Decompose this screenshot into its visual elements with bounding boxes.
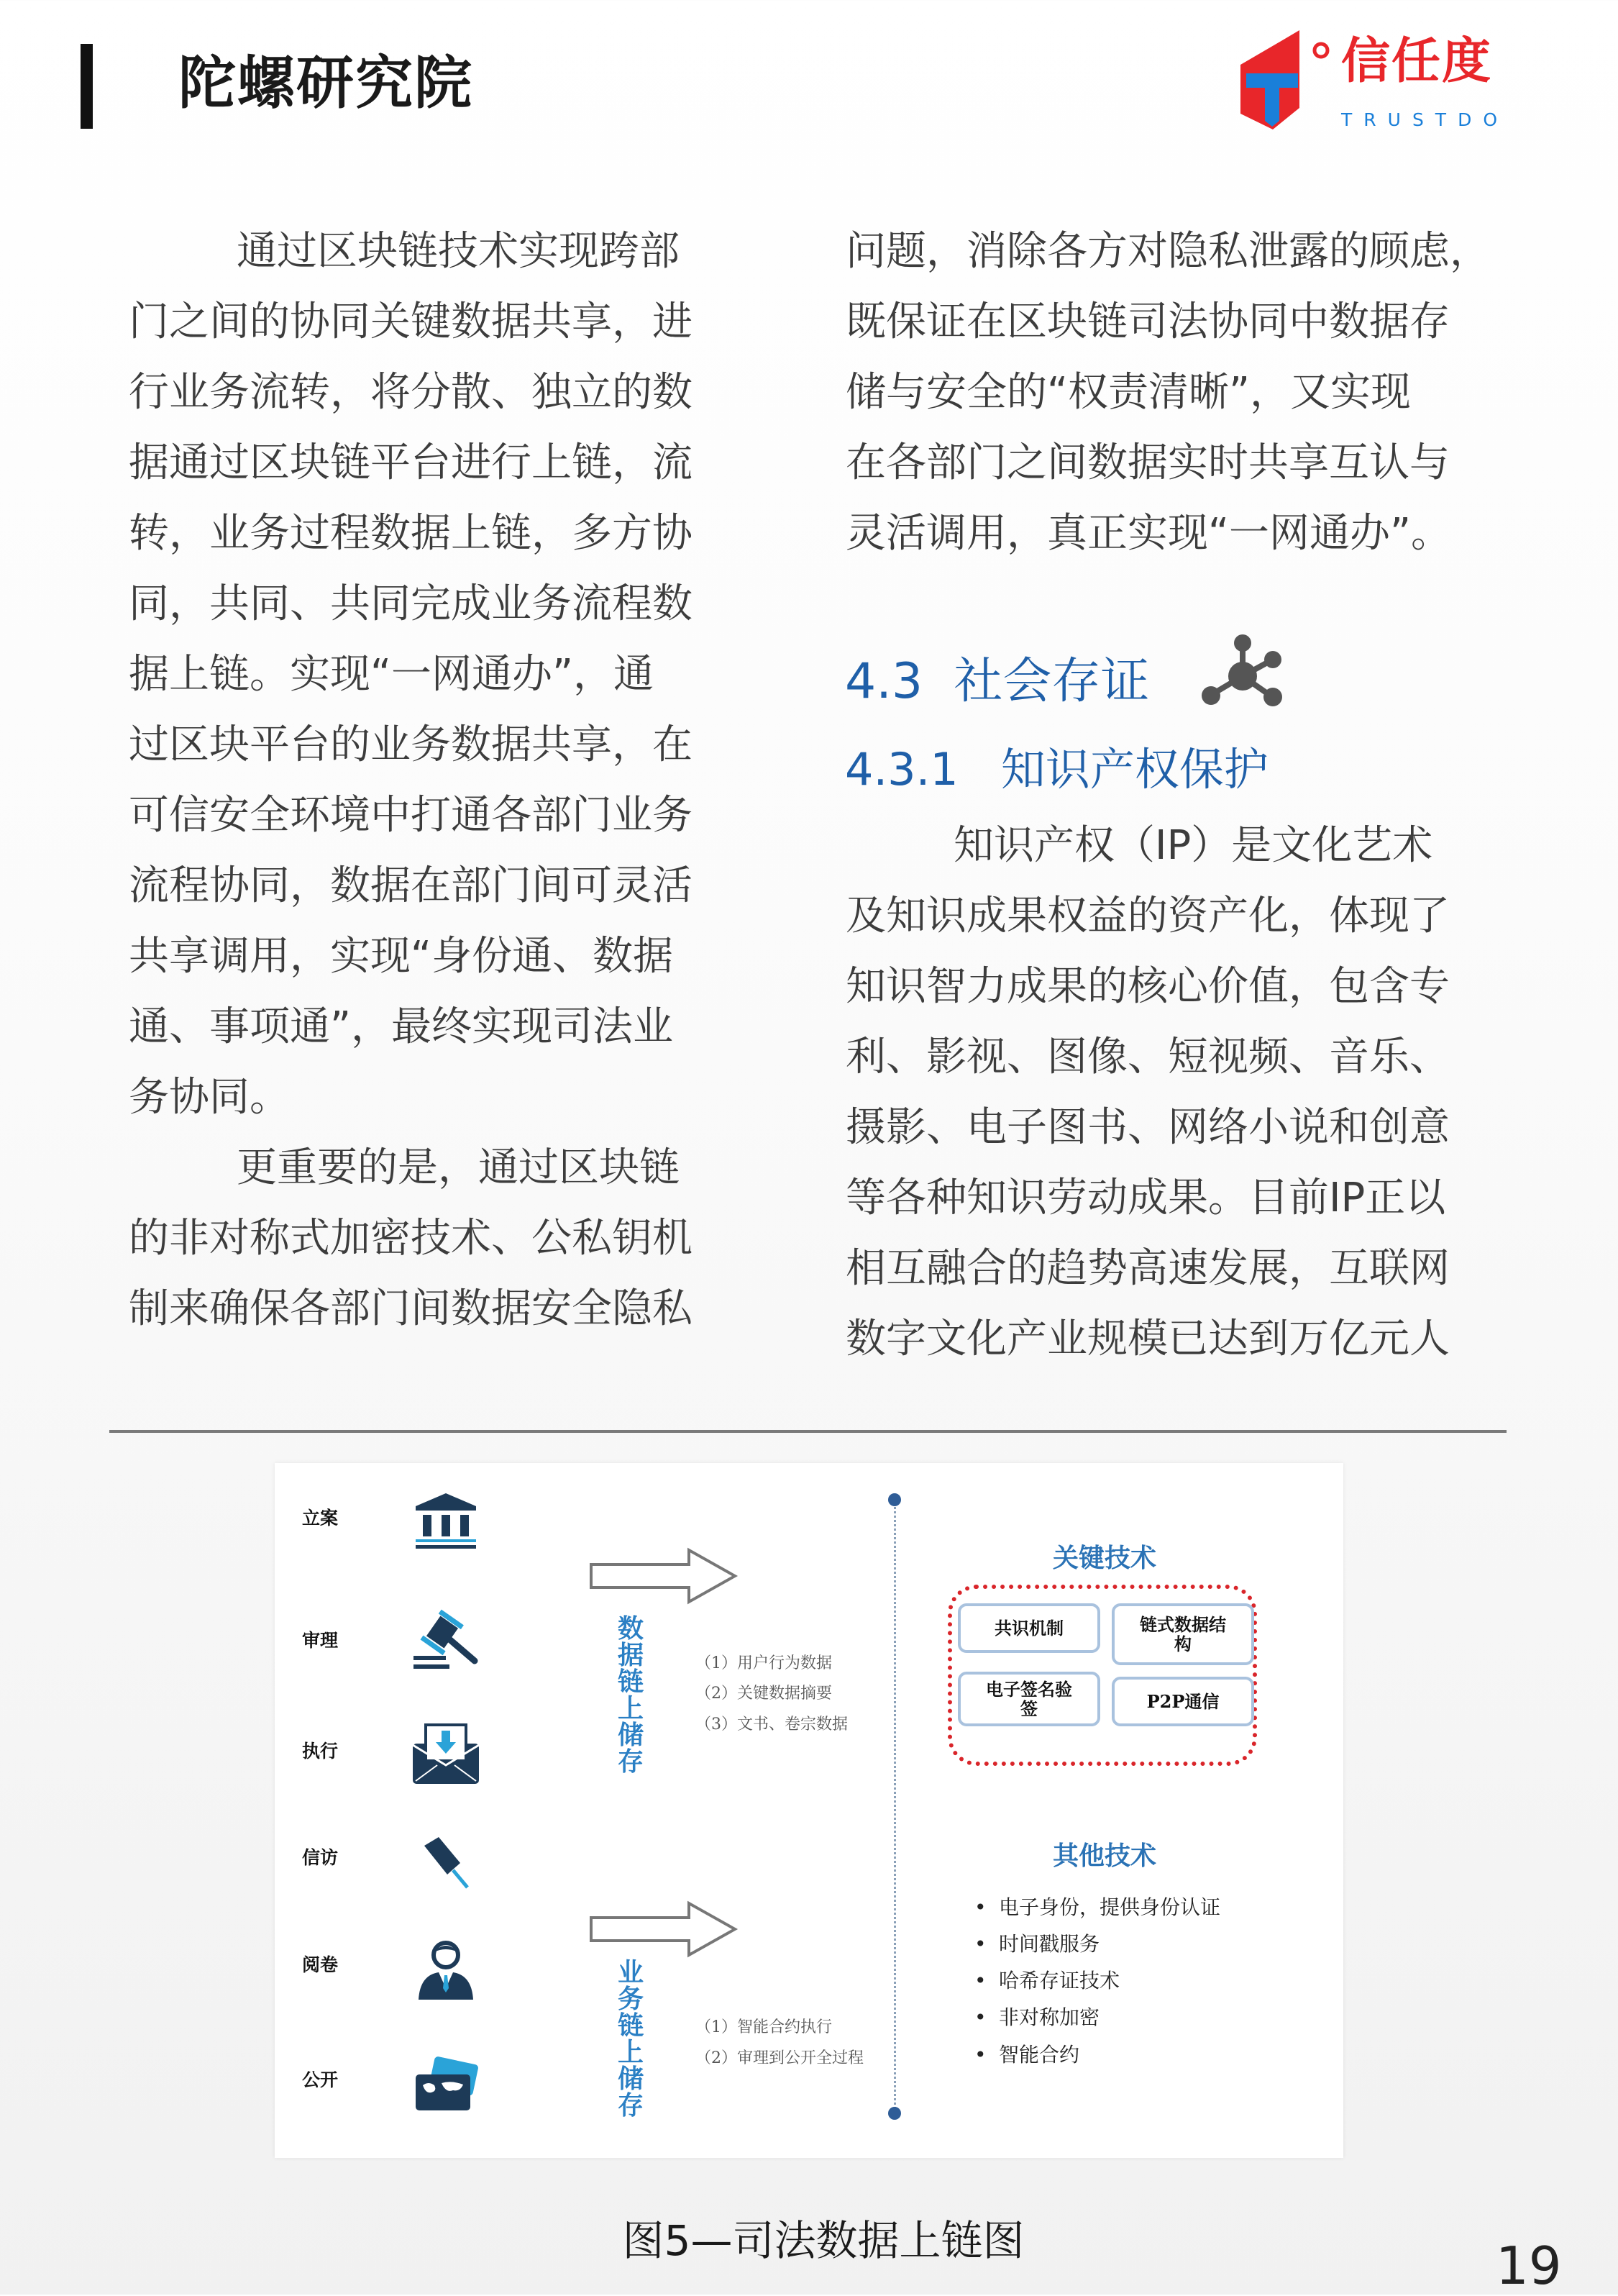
stage-label: 执行 <box>302 1741 339 1762</box>
trustdo-logo-icon <box>1233 29 1334 137</box>
text-line: 知识产权（IP）是文化艺术 <box>954 822 1433 869</box>
subsection-title: 知识产权保护 <box>1000 743 1269 796</box>
gavel-icon <box>410 1607 482 1672</box>
text-line: 数字文化产业规模已达到万亿元人 <box>846 1316 1450 1362</box>
header-bar <box>81 44 93 129</box>
business-chain-item: （2）审理到公开全过程 <box>695 2049 864 2067</box>
page-number: 19 <box>1496 2236 1562 2296</box>
other-tech-item: • 哈希存证技术 <box>999 1968 1120 1994</box>
subsection-number: 4.3.1 <box>845 743 959 796</box>
text-line: 过区块平台的业务数据共享，在 <box>129 721 693 768</box>
text-line: 及知识成果权益的资产化，体现了 <box>846 893 1450 939</box>
key-tech-title: 关键技术 <box>1052 1543 1157 1573</box>
text-line: 利、影视、图像、短视频、音乐、 <box>846 1034 1450 1080</box>
other-tech-title: 其他技术 <box>1052 1841 1157 1871</box>
other-tech-item: • 智能合约 <box>999 2042 1079 2068</box>
text-line: 据通过区块链平台进行上链，流 <box>129 439 693 486</box>
stage-label: 信访 <box>302 1847 339 1868</box>
data-chain-item: （3）文书、卷宗数据 <box>695 1716 848 1734</box>
section-number: 4.3 <box>845 653 923 710</box>
text-line: 既保证在区块链司法协同中数据存 <box>846 299 1450 345</box>
molecule-icon <box>1199 633 1286 719</box>
stage-label: 公开 <box>302 2069 339 2090</box>
subsection-heading <box>845 742 1269 797</box>
trustdo-logo <box>1233 29 1509 144</box>
text-line: 更重要的是，通过区块链 <box>237 1144 680 1191</box>
text-line: 门之间的协同关键数据共享，进 <box>129 299 693 345</box>
person-icon <box>410 1938 482 2003</box>
data-chain-item: （2）关键数据摘要 <box>695 1685 832 1703</box>
timeline-dotted-line <box>894 1499 896 2113</box>
text-line: 可信安全环境中打通各部门业务 <box>129 792 693 839</box>
key-tech-box: P2P通信 <box>1112 1677 1254 1726</box>
text-line: 同，共同、共同完成业务流程数 <box>129 580 693 627</box>
other-tech-item: • 电子身份，提供身份认证 <box>999 1895 1220 1921</box>
right-column-text-bottom <box>846 811 1450 1375</box>
timeline-dot <box>888 1493 901 1506</box>
pushpin-icon <box>410 1831 482 1896</box>
figure-caption: 图5—司法数据上链图 <box>622 2216 1025 2265</box>
text-line: 摄影、电子图书、网络小说和创意 <box>846 1104 1450 1151</box>
other-tech-item: • 时间戳服务 <box>999 1931 1100 1957</box>
section-title: 社会存证 <box>954 653 1150 710</box>
judicial-data-chain-figure <box>275 1463 1343 2158</box>
text-line: 转，业务过程数据上链，多方协 <box>129 510 693 557</box>
text-line: 等各种知识劳动成果。目前IP正以 <box>846 1175 1446 1221</box>
key-tech-box: 电子签名验签 <box>958 1672 1100 1726</box>
text-line: 务协同。 <box>129 1074 290 1121</box>
stage-label: 审理 <box>302 1630 339 1651</box>
logo-chinese-text: 信任度 <box>1341 33 1493 90</box>
right-column-text-top <box>846 217 1490 569</box>
stage-label: 阅卷 <box>302 1954 339 1975</box>
text-line: 制来确保各部门间数据安全隐私 <box>129 1285 693 1332</box>
timeline-dot <box>888 2107 901 2120</box>
cards-map-icon <box>410 2053 482 2118</box>
key-tech-box: 共识机制 <box>958 1603 1100 1653</box>
page-header-title: 陀螺研究院 <box>178 50 473 117</box>
arrow-right-icon <box>588 1900 739 1958</box>
data-chain-item: （1）用户行为数据 <box>695 1654 832 1672</box>
text-line: 灵活调用，真正实现“一网通办”。 <box>846 510 1452 557</box>
text-line: 相互融合的趋势高速发展，互联网 <box>846 1245 1450 1292</box>
text-line: 问题，消除各方对隐私泄露的顾虑， <box>846 228 1490 275</box>
business-chain-title: 业务链上储存 <box>617 1957 644 2120</box>
stage-label: 立案 <box>302 1508 339 1529</box>
section-heading <box>845 653 1149 711</box>
text-line: 的非对称式加密技术、公私钥机 <box>129 1215 693 1262</box>
envelope-download-icon <box>410 1722 482 1787</box>
horizontal-divider <box>109 1430 1507 1433</box>
text-line: 知识智力成果的核心价值，包含专 <box>846 963 1450 1010</box>
text-line: 流程协同，数据在部门间可灵活 <box>129 862 693 909</box>
courthouse-icon <box>410 1490 482 1555</box>
text-line: 通过区块链技术实现跨部 <box>237 228 680 275</box>
logo-english-text: TRUSTDO <box>1341 109 1509 130</box>
business-chain-item: （1）智能合约执行 <box>695 2018 832 2036</box>
text-line: 在各部门之间数据实时共享互认与 <box>846 439 1450 486</box>
arrow-right-icon <box>588 1547 739 1605</box>
text-line: 共享调用，实现“身份通、数据 <box>129 933 674 980</box>
data-chain-title: 数据链上储存 <box>617 1613 644 1777</box>
text-line: 行业务流转，将分散、独立的数 <box>129 369 693 416</box>
left-column-text <box>129 217 693 1344</box>
text-line: 储与安全的“权责清晰”，又实现 <box>846 369 1412 416</box>
text-line: 据上链。实现“一网通办”，通 <box>129 651 654 698</box>
key-tech-box: 链式数据结构 <box>1112 1603 1254 1665</box>
other-tech-item: • 非对称加密 <box>999 2005 1100 2031</box>
text-line: 通、事项通”，最终实现司法业 <box>129 1003 674 1050</box>
